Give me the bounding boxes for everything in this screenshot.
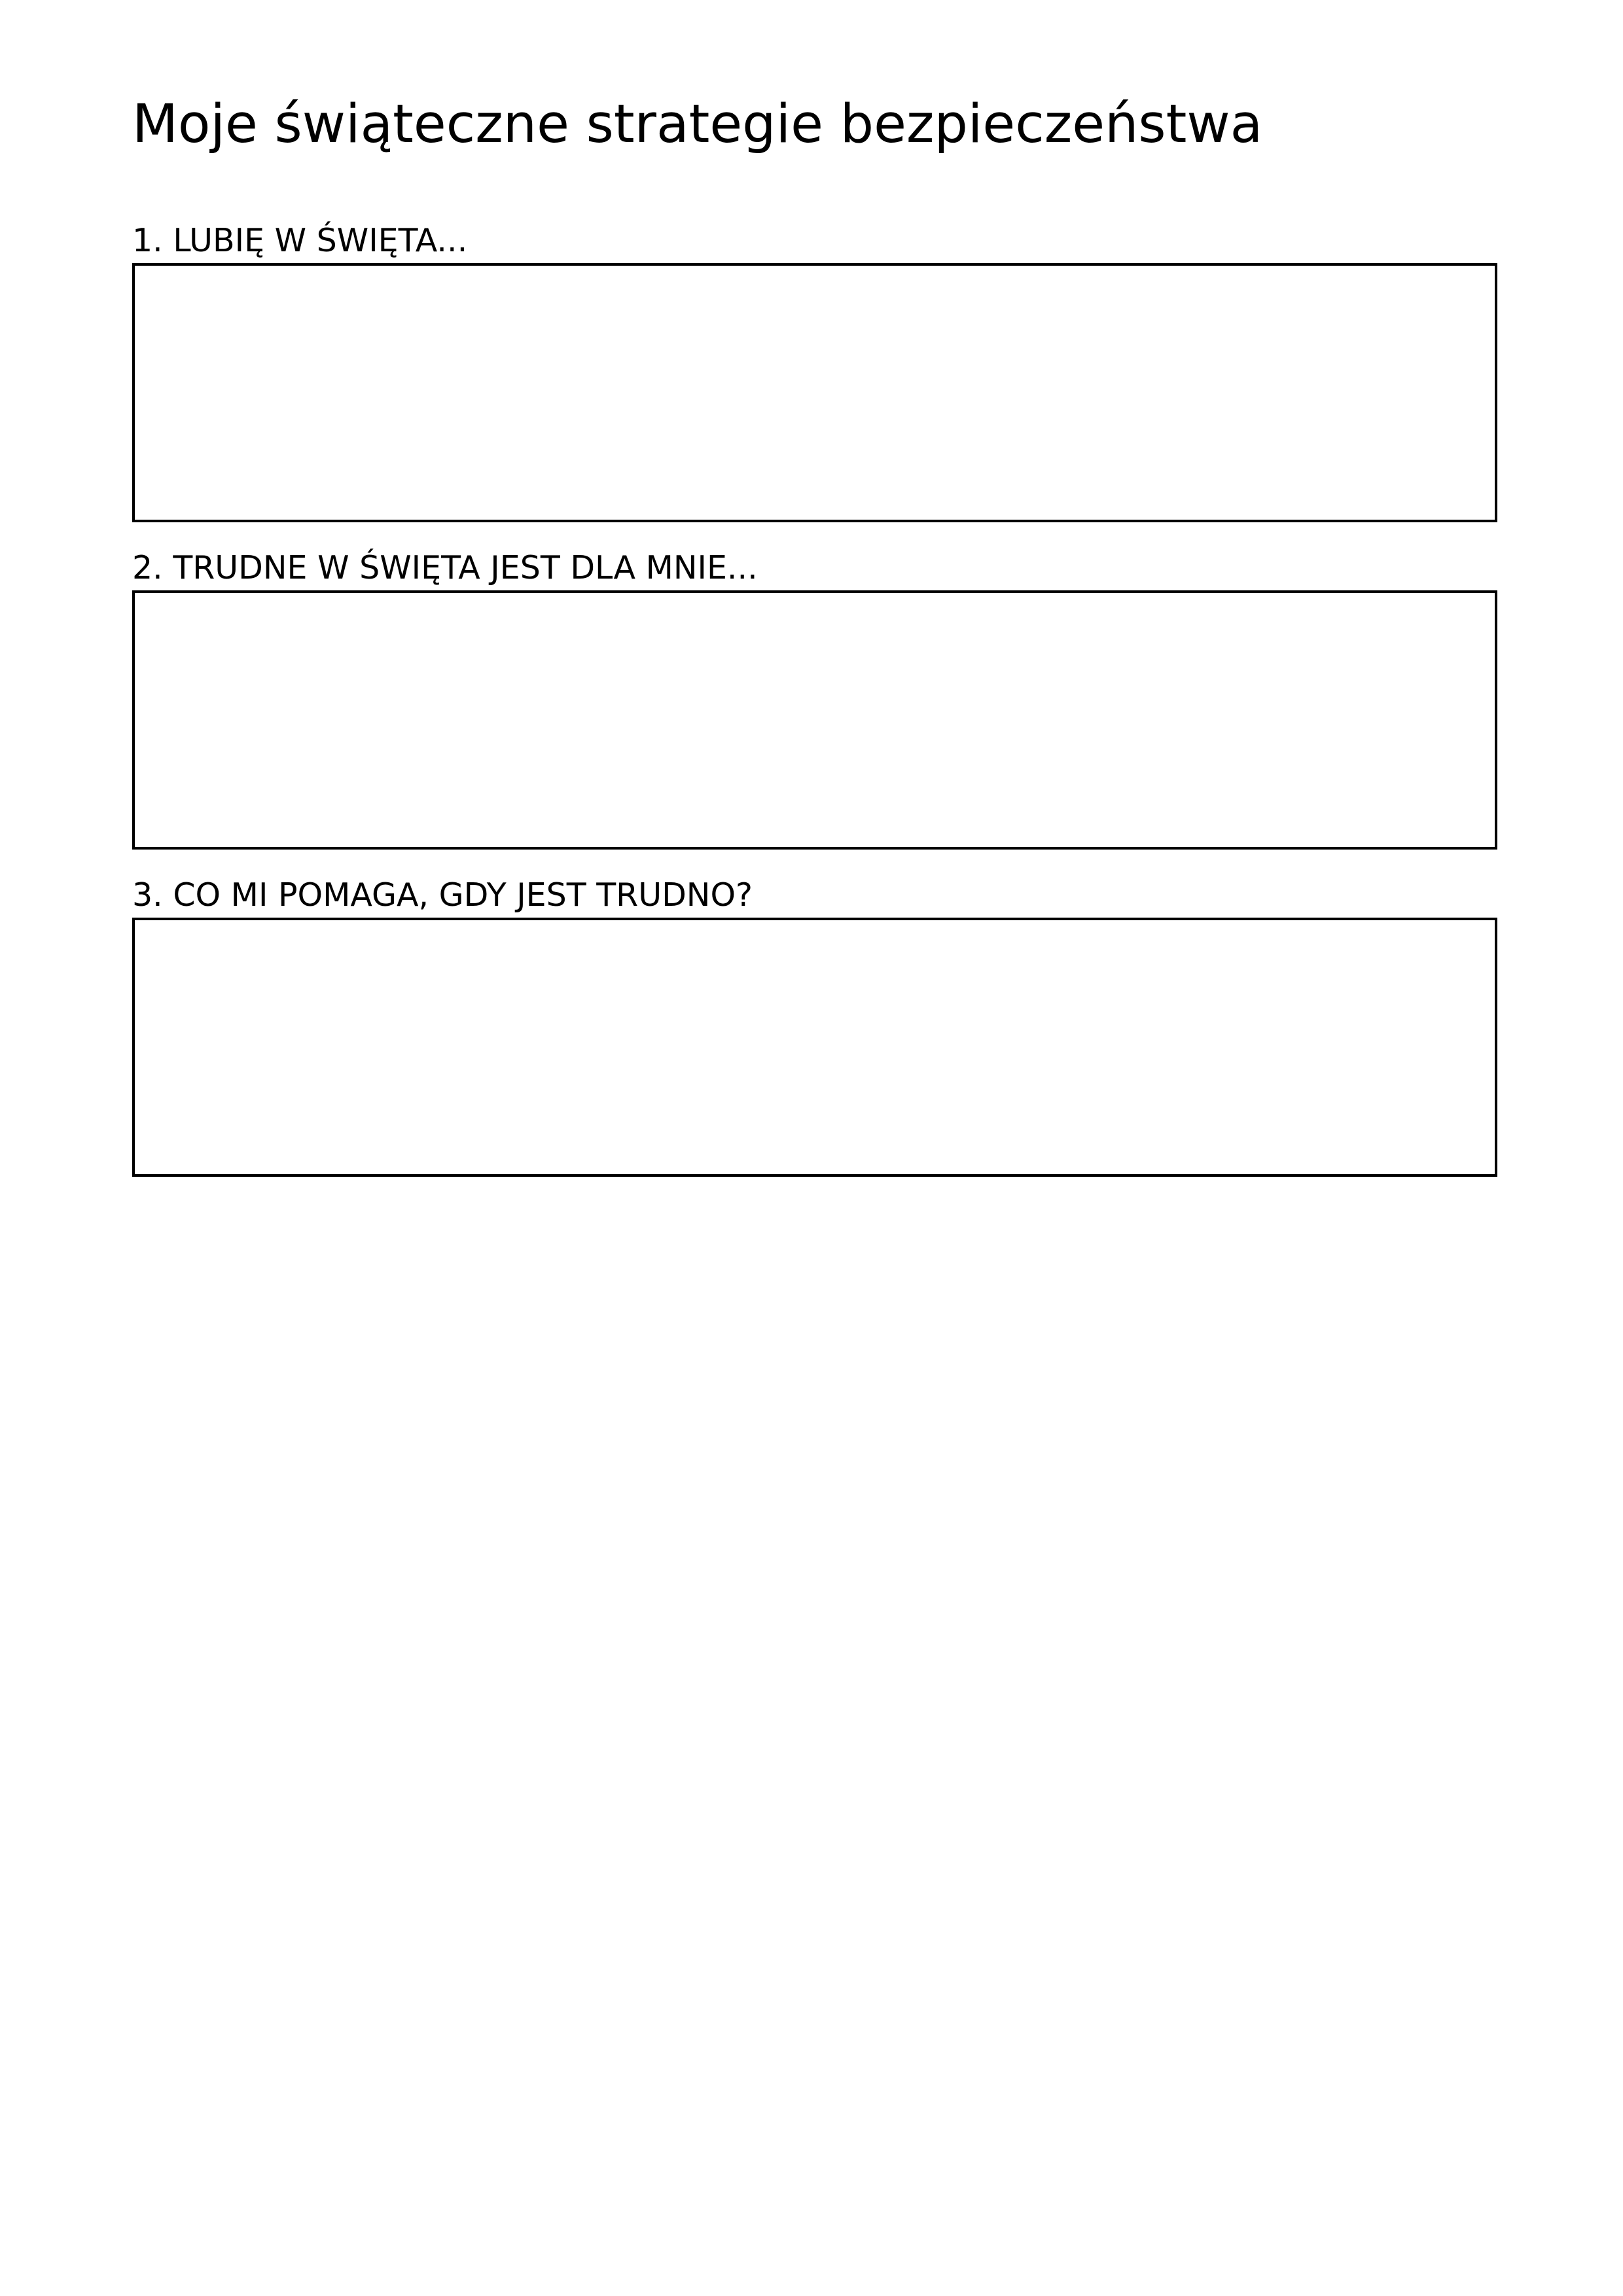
page-title: Moje świąteczne strategie bezpieczeństwa (132, 94, 1263, 155)
answer-box-likes[interactable] (132, 263, 1497, 522)
section-label-likes: 1. LUBIĘ W ŚWIĘTA... (132, 222, 468, 259)
answer-box-what-helps[interactable] (132, 918, 1497, 1177)
section-label-what-helps: 3. CO MI POMAGA, GDY JEST TRUDNO? (132, 876, 753, 914)
answer-box-difficulties[interactable] (132, 590, 1497, 850)
section-label-difficulties: 2. TRUDNE W ŚWIĘTA JEST DLA MNIE... (132, 549, 758, 586)
